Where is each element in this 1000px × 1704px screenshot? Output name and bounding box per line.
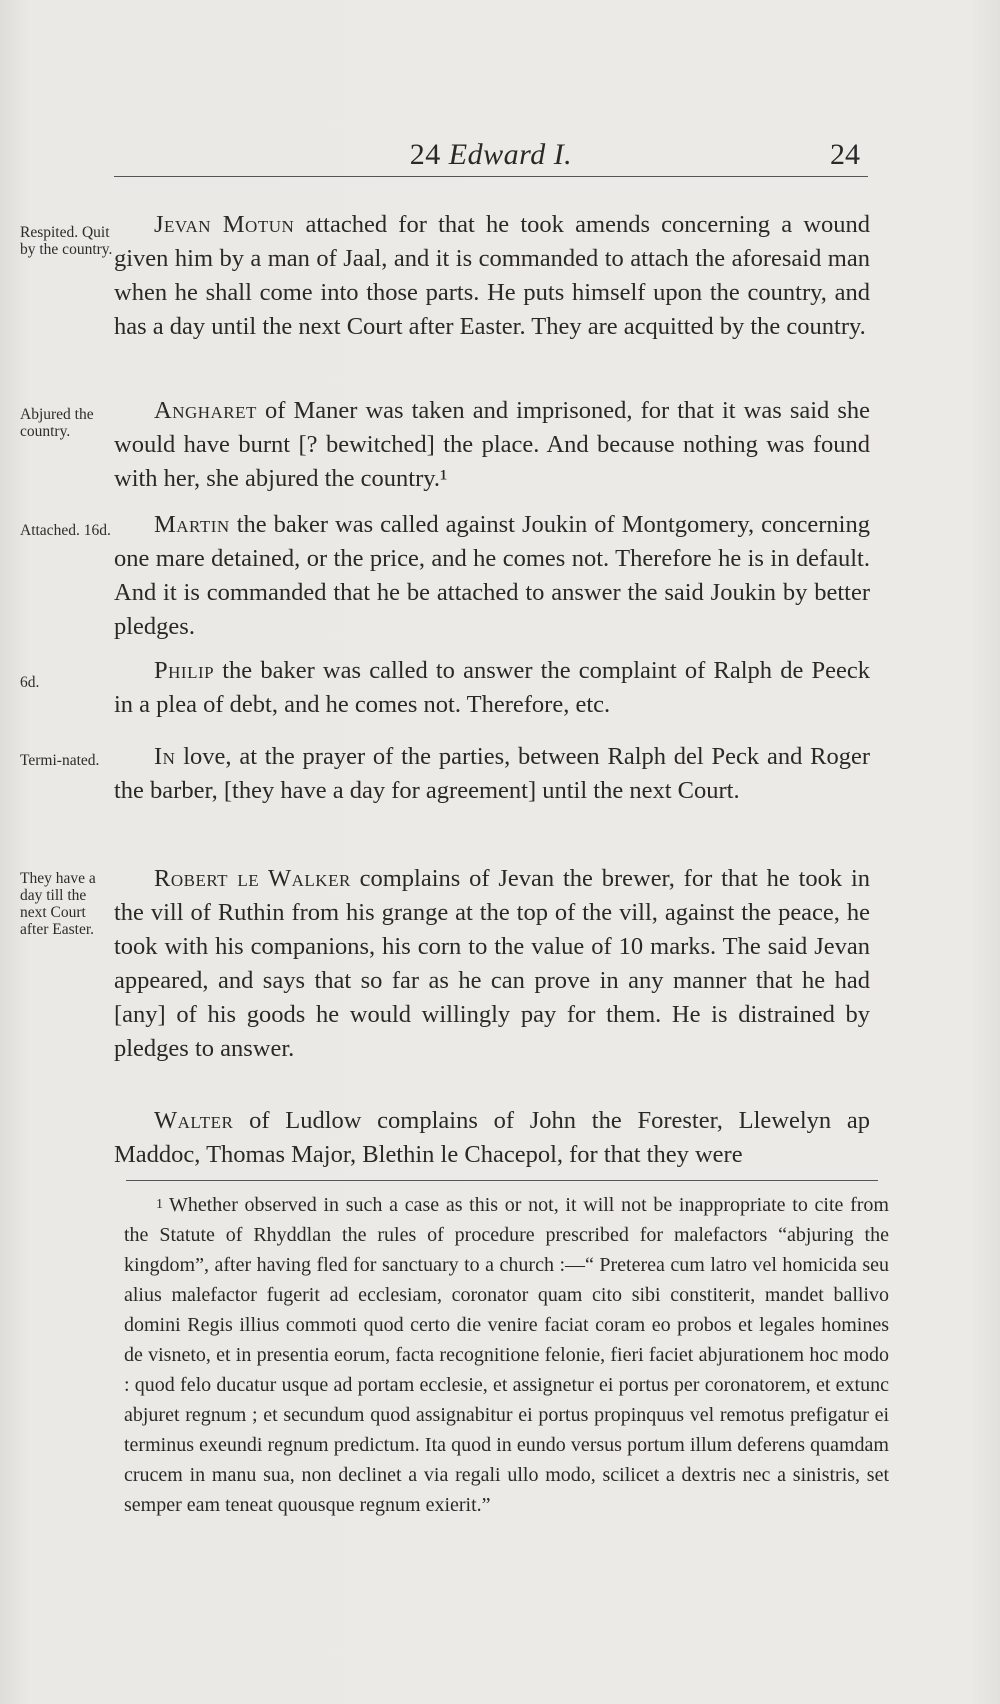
entry-text bbox=[114, 1104, 870, 1172]
page-number: 24 bbox=[830, 138, 860, 171]
entry-body: of Maner was taken and imprisoned, for that it was said she would have burnt [? bewitched] the place. And because nothing was found with her, she abjured the country.¹ bbox=[114, 397, 870, 492]
margin-note: Termi-nated. bbox=[20, 752, 100, 769]
entry-name: Martin bbox=[154, 511, 230, 538]
footnote bbox=[124, 1190, 889, 1520]
entry-name: Jevan Motun bbox=[154, 211, 295, 238]
entry-name: Walter bbox=[154, 1107, 234, 1134]
margin-note: They have a day till the next Court after Easter. bbox=[20, 870, 96, 938]
entry-text bbox=[114, 208, 870, 344]
footnote-mark: 1 bbox=[156, 1197, 163, 1212]
title-number: 24 bbox=[409, 138, 441, 171]
margin-note: 6d. bbox=[20, 674, 40, 691]
entry-text bbox=[114, 862, 870, 1066]
footnote-divider bbox=[126, 1180, 878, 1181]
entry-name: In bbox=[154, 743, 176, 770]
margin-note: Abjured the country. bbox=[20, 406, 94, 440]
margin-note: Attached. 16d. bbox=[20, 522, 111, 539]
margin-note: Respited. Quit by the country. bbox=[20, 224, 113, 258]
entry-body: attached for that he took amends concerning a wound given him by a man of Jaal, and it is commanded to attach the aforesaid man when he shall come into those parts. He puts himself upon the country, and has a day until the next Court after Easter. They are acquitted by the country. bbox=[114, 211, 871, 340]
entry-body: complains of Jevan the brewer, for that he took in the vill of Ruthin from his grange at the top of the vill, against the peace, he took with his companions, his corn to the value of 10 marks. The said Jevan appeared, and says that so far as he can prove in any manner that he had [any] of his goods he would willingly pay for them. He is distrained by pledges to answer. bbox=[114, 865, 870, 1062]
entry-text bbox=[114, 394, 870, 496]
title-reign: Edward I. bbox=[448, 138, 573, 171]
entry-text bbox=[114, 508, 870, 644]
entry-name: Angharet bbox=[154, 397, 257, 424]
entry-text bbox=[114, 654, 870, 722]
running-header bbox=[114, 132, 868, 177]
entry-body: love, at the prayer of the parties, between Ralph del Peck and Roger the barber, [they have a day for agreement] until the next Court. bbox=[114, 743, 870, 804]
running-title bbox=[114, 138, 868, 172]
entry-body: the baker was called against Joukin of Montgomery, concerning one mare detained, or the price, and he comes not. Therefore he is in default. And it is commanded that he be attached to answer the said Joukin by better pledges. bbox=[114, 511, 870, 640]
entry-text bbox=[114, 740, 870, 808]
entry-body: of Ludlow complains of John the Forester, Llewelyn ap Maddoc, Thomas Major, Blethin le Chacepol, for that they were bbox=[114, 1107, 870, 1168]
entry-body: the baker was called to answer the complaint of Ralph de Peeck in a plea of debt, and he comes not. Therefore, etc. bbox=[114, 657, 870, 718]
entry-name: Robert le Walker bbox=[154, 865, 351, 892]
footnote-text: Whether observed in such a case as this or not, it will not be inappropriate to cite from the Statute of Rhyddlan the rules of procedure prescribed for malefactors “abjuring the kingdom”, after having fled for sanctuary to a church :—“ Preterea cum latro vel homicida seu alius malefactor fugerit ad ecclesiam, coronator quam cito sibi constiterit, mandet ballivo domini Regis illius commoti quod certo die venire faciat coram eo probos et legales homines de visneto, et in presentia eorum, facta recognitione felonie, fieri faciet abjurationem hoc modo : quod felo ducatur usque ad portam ecclesie, et assignetur ei portus per coronatorem, et extunc abjuret regnum ; et secundum quod assignabitur ei portus propinquus vel remotus prefigatur ei terminus exeundi regnum predictum. Ita quod in eundo versus portum illum deferens quamdam crucem in manu sua, non declinet a via regali ullo modo, scilicet a dextris nec a sinistris, set semper eam teneat quousque regnum exierit.” bbox=[124, 1194, 889, 1516]
entry-name: Philip bbox=[154, 657, 215, 684]
